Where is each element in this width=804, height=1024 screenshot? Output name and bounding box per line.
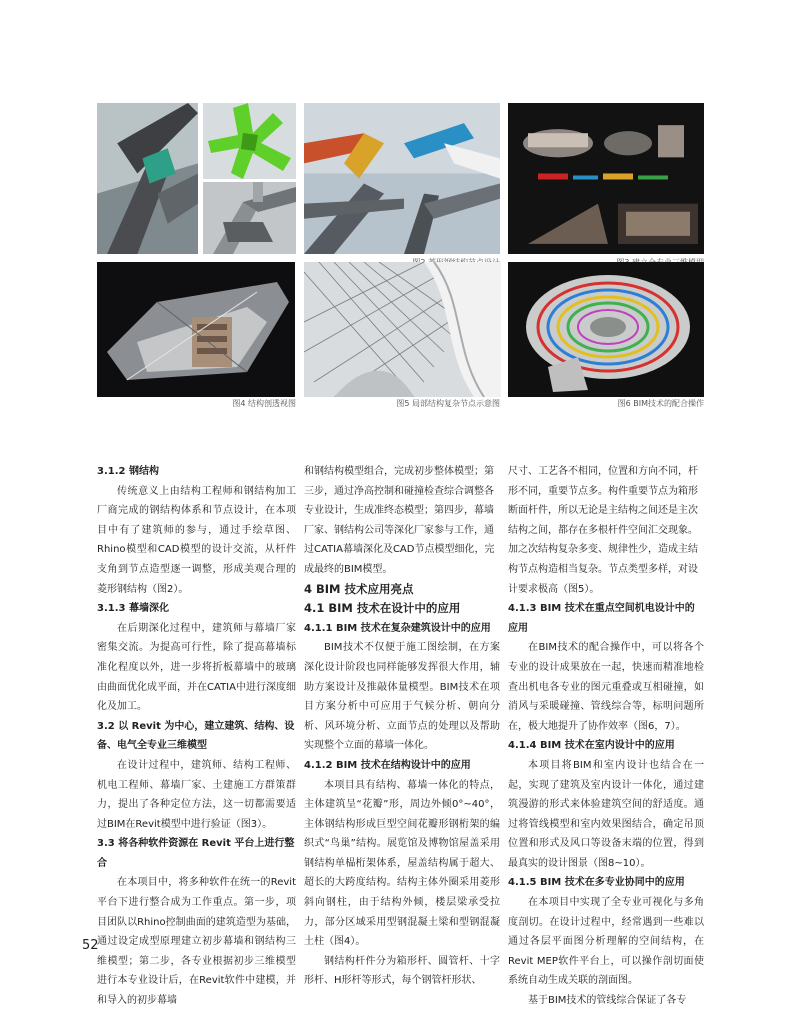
section-heading: 4.1 BIM 技术在设计中的应用: [304, 601, 461, 616]
paragraph: 钢结构杆件分为箱形杆、圆管杆、十字形杆、H形杆等形式，每个钢管杆形状、: [304, 955, 500, 987]
paragraph: 尺寸、工艺各不相同，位置和方向不同，杆形不同，重要节点多。构件重要节点为箱形断面杆件，所以无论是主结构之间还是主次结构之间，都存在多根杆件空间汇交现象。加之次结构复杂多变、规律性少，造成主结构节点构造相当复杂。节点类型多样，对设计要求极高（图5）。: [508, 466, 698, 595]
section-heading: 4.1.4 BIM 技术在室内设计中的应用: [508, 740, 675, 752]
paragraph: 本项目具有结构、幕墙一体化的特点，主体建筑呈“花瓣”形，周边外倾0°~40°，主体钢结构形成巨型空间花瓣形钢桁架的编织式“鸟巢”结构。展览馆及博物馆屋盖采用钢结构单榀桁架体系，屋盖结构属于超大、超长的大跨度结构。结构主体外圈采用菱形斜向钢柱，由于结构外倾，楼层梁承受拉力，部分区域采用型钢混凝土梁和型钢混凝土柱（图4）。: [304, 779, 500, 948]
paragraph: 和钢结构模型组合，完成初步整体模型；第三步，通过净高控制和碰撞检查综合调整各专业设计，生成准终态模型；第四步，幕墙厂家、钢结构公司等深化厂家参与工作，通过CATIA幕墙深化及CAD节点模型细化，完成最终的BIM模型。: [304, 466, 495, 575]
section-heading: 3.1.3 幕墙深化: [97, 603, 169, 615]
paragraph: 本项目将BIM和室内设计也结合在一起，实现了建筑及室内设计一体化，通过建筑漫游的形式来体验建筑空间的舒适度。通过将管线模型和室内效果图结合，确定吊顶位置和形式及风口等设备末端的位置，得到最真实的设计图景（图8~10）。: [508, 759, 704, 869]
section-heading: 3.1.2 钢结构: [97, 466, 159, 477]
paragraph: BIM技术不仅便于施工图绘制，在方案深化设计阶段也同样能够发挥很大作用，辅助方案设计及推敲体量模型。BIM技术在项目方案分析中可应用于气候分析、朝向分析、风环境分析、立面节点的处理以及帮助实现整个立面的幕墙一体化。: [304, 642, 500, 752]
fig6-caption: 图6 BIM技术的配合操作: [617, 399, 704, 408]
text-column-1: [97, 462, 296, 1011]
paragraph: 在设计过程中，建筑师、结构工程师、机电工程师、幕墙厂家、土建施工方群策群力，提出了各种定位方法，这一切都需要适过BIM在Revit模型中进行验证（图3）。: [97, 759, 296, 830]
paragraph: 传统意义上由结构工程师和钢结构加工厂商完成的钢结构体系和节点设计，在本项目中有了建筑师的参与，通过手绘草图、Rhino模型和CAD模型的设计交流，从杆件支角到节点造型逐一调整，形成美观合理的菱形钢结构（图2）。: [97, 485, 296, 595]
fig6-photo-bim-model: [508, 262, 704, 397]
page-number: 52: [82, 938, 99, 953]
fig2-photo-node-green: [203, 103, 296, 179]
section-heading: 4.1.2 BIM 技术在结构设计中的应用: [304, 759, 471, 771]
text-column-2: [304, 462, 500, 991]
section-heading: 4.1.1 BIM 技术在复杂建筑设计中的应用: [304, 622, 491, 634]
paragraph: 在本项目中，将多种软件在统一的Revit平台下进行整合成为工作重点。第一步，项目团队以Rhino控制曲面的建筑造型为基础，通过设定成型原理建立初步幕墙和钢结构三维模型；第二步，各专业根据初步三维模型进行本专业设计后，在Revit软件中建模，并和导入的初步幕墙: [97, 877, 296, 1007]
fig2-photo-node-render: [203, 182, 296, 254]
section-heading: 4 BIM 技术应用亮点: [304, 581, 414, 596]
paragraph: 在本项目中实现了全专业可视化与多角度剖切。在设计过程中，经常遇到一些难以通过各层平面图分析理解的空间结构，在Revit MEP软件平台上，可以操作剖切面使系统自动生成关联的剖面图。: [508, 897, 704, 987]
fig2-photo-node-grey: [97, 103, 198, 254]
section-heading: 3.2 以 Revit 为中心，建立建筑、结构、设备、电气全专业三维模型: [97, 720, 295, 752]
fig2-photo-node-colored: [304, 103, 500, 254]
fig4-caption: 图4 结构剖透视图: [232, 399, 296, 408]
paragraph: 在后期深化过程中，建筑师与幕墙厂家密集交流。为提高可行性，除了提高幕墙标准化程度以外，进一步将折板幕墙中的玻璃由曲面优化成平面，并在CATIA中进行深度细化及加工。: [97, 622, 296, 713]
fig5-caption: 图5 局部结构复杂节点示意图: [396, 399, 500, 408]
fig3-photo-model-views: [508, 103, 704, 254]
text-column-3: [508, 462, 704, 1011]
paragraph: 基于BIM技术的管线综合保证了各专: [528, 995, 687, 1007]
fig5-photo-complex-node: [304, 262, 501, 397]
paragraph: 在BIM技术的配合操作中，可以将各个专业的设计成果放在一起，快速而精准地检查出机电各专业的图元重叠或互相碰撞，如消风与采暖碰撞、管线综合等，标明问题所在，极大地提升了协作效率（图6，7）。: [508, 642, 704, 732]
section-heading: 4.1.5 BIM 技术在多专业协同中的应用: [508, 877, 685, 889]
section-heading: 3.3 将各种软件资源在 Revit 平台上进行整合: [97, 838, 295, 869]
fig4-photo-structure-section: [97, 262, 295, 397]
section-heading: 4.1.3 BIM 技术在重点空间机电设计中的应用: [508, 603, 695, 634]
